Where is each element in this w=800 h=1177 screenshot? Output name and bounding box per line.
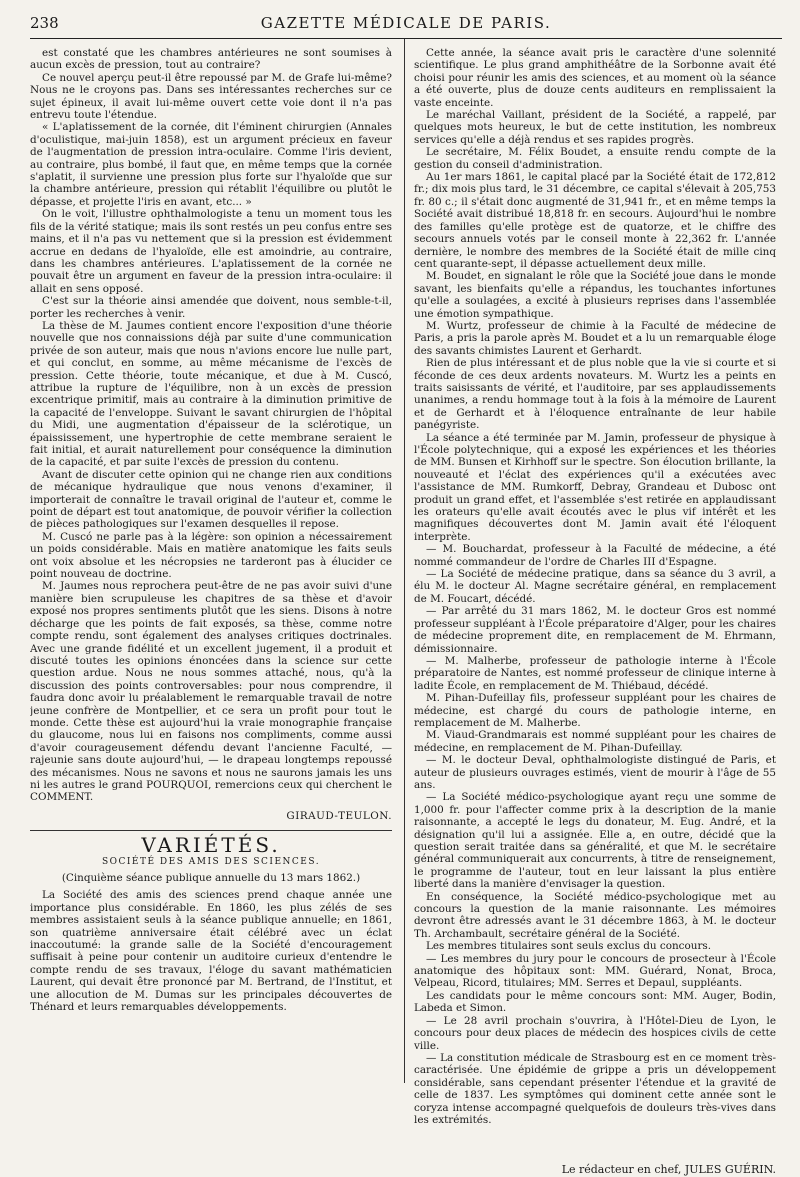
paragraph: La séance a été terminée par M. Jamin, professeur de physique à l'École polytechnique, qui a exposé les expériences et les théories de MM. Bunsen et Kirhhoff sur le spectre. Son élocution brillante, la nouveauté et l'éclat des expériences qu'il a exécutées avec l'assistance de MM. Rumkorff, Debray, Grandeau et Dubosc ont produit un grand effet, et l'assemblée s'est retirée en applaudissant les orateurs qu'elle avait écoutés avec le plus vif intérêt et les magnifiques découvertes dont M. Jamin avait été l'éloquent interprète. bbox=[414, 431, 776, 543]
paragraph: — M. Malherbe, professeur de pathologie interne à l'École préparatoire de Nantes, est nommé professeur de clinique interne à ladite École, en remplacement de M. Thiébaud, décédé. bbox=[414, 654, 776, 692]
paragraph: La Société des amis des sciences prend chaque année une importance plus considérable. En 1860, les plus zélés de ses membres assistaient seuls à la séance publique annuelle; en 1861, son quatrième anniversaire était célébré avec un éclat inaccoutumé: la grande salle de la Société d'encouragement suffisait à peine pour contenir un auditoire curieux d'entendre le compte rendu de ses travaux, l'éloge du savant mathématicien Laurent, qui devait être prononcé par M. Bertrand, de l'Institut, et une allocution de M. Dumas sur les principales découvertes de Thénard et leurs remarquables développements. bbox=[30, 889, 392, 1014]
paragraph: — Les membres du jury pour le concours de prosecteur à l'École anatomique des hôpitaux sont: MM. Guérard, Nonat, Broca, Velpeau, Ricord, titulaires; MM. Serres et Depaul, suppléants. bbox=[414, 952, 776, 990]
paragraph: Le maréchal Vaillant, président de la Société, a rappelé, par quelques mots heureux, le but de cette institution, les nombreux services qu'elle a déjà rendus et ses rapides progrès. bbox=[414, 109, 776, 146]
paragraph: La thèse de M. Jaumes contient encore l'exposition d'une théorie nouvelle que nos connaissions déjà par suite d'une communication privée de son auteur, mais que nous n'avions encore lue nulle part, et qui conclut, en somme, au même mécanisme de l'excès de pression. Cette théorie, toute mécanique, et due à M. Cuscó, attribue la rupture de l'équilibre, non à un excès de pression excentrique primitif, mais au contraire à la diminution primitive de la capacité de l'enveloppe. Suivant le savant chirurgien de l'hôpital du Midi, une augmentation d'épaisseur de la sclérotique, un épaississement, une hypertrophie de cette membrane seraient le fait initial, et aurait naturellement pour conséquence la diminution de la capacité, et par suite l'excès de pression du contenu. bbox=[30, 319, 392, 469]
paragraph: M. Wurtz, professeur de chimie à la Faculté de médecine de Paris, a pris la parole après M. Boudet et a lu un remarquable éloge des savants chimistes Laurent et Gerhardt. bbox=[414, 319, 776, 357]
page-number: 238 bbox=[30, 14, 59, 32]
paragraph: Les membres titulaires sont seuls exclus du concours. bbox=[426, 940, 712, 953]
paragraph: — La constitution médicale de Strasbourg est en ce moment très-caractérisée. Une épidémie de grippe a pris un développement considérable, sans cependant présenter l'étendue et la gravité de celle de 1837. Les symptômes qui dominent cette année sont le coryza intense accompagné quelquefois de douleurs très-vives dans les extrémités. bbox=[414, 1051, 776, 1126]
varietes-body bbox=[30, 889, 392, 1013]
columns bbox=[30, 39, 782, 1177]
journal-title: GAZETTE MÉDICALE DE PARIS. bbox=[260, 14, 552, 32]
paragraph: — M. le docteur Deval, ophthalmologiste distingué de Paris, et auteur de plusieurs ouvrages estimés, vient de mourir à l'âge de 55 ans. bbox=[414, 754, 776, 791]
paragraph: Le secrétaire, M. Félix Boudet, a ensuite rendu compte de la gestion du conseil d'administration. bbox=[414, 146, 776, 171]
paragraph: est constaté que les chambres antérieures ne sont soumises à aucun excès de pression, tout au contraire? bbox=[30, 47, 392, 72]
left-column bbox=[30, 47, 392, 1013]
paragraph: Ce nouvel aperçu peut-il être repoussé par M. de Grafe lui-même? Nous ne le croyons pas. Dans ses intéressantes recherches sur ce sujet épineux, il avait lui-même ouvert cette voie dont il n'a pas entrevu toute l'étendue. bbox=[30, 71, 392, 122]
author-signature: GIRAUD-TEULON. bbox=[286, 809, 392, 822]
paragraph: On le voit, l'illustre ophthalmologiste a tenu un moment tous les fils de la vérité statique; mais ils sont restés un peu confus entre ses mains, et il n'a pas vu nettement que si la pression est évidemment accrue en dedans de l'hyaloïde, elle est amoindrie, au contraire, dans les chambres antérieures. L'aplatissement de la cornée ne pouvait être un argument en faveur de la pression intra-oculaire: il allait en sens opposé. bbox=[30, 208, 392, 295]
paragraph: M. Boudet, en signalant le rôle que la Société joue dans le monde savant, les bienfaits qu'elle a répandus, les touchantes infortunes qu'elle a soulagées, a excité à plusieurs reprises dans l'assemblée une émotion sympathique. bbox=[414, 270, 776, 320]
paragraph: En conséquence, la Société médico-psychologique met au concours la question de la manie raisonnante. Les mémoires devront être adressés avant le 31 décembre 1863, à M. le docteur Th. Archambault, secrétaire général de la Société. bbox=[414, 890, 776, 940]
paragraph: — M. Bouchardat, professeur à la Faculté de médecine, a été nommé commandeur de l'ordre de Charles III d'Espagne. bbox=[414, 543, 776, 568]
page-header bbox=[30, 12, 782, 39]
paragraph: — La Société de médecine pratique, dans sa séance du 3 avril, a élu M. le docteur Al. Magne secrétaire général, en remplacement de M. Foucart, décédé. bbox=[414, 568, 776, 605]
right-column-body bbox=[414, 47, 776, 1126]
seance-line: (Cinquième séance publique annuelle du 13 mars 1862.) bbox=[61, 872, 361, 884]
paragraph: C'est sur la théorie ainsi amendée que doivent, nous semble-t-il, porter les recherches à venir. bbox=[30, 295, 392, 320]
paragraph: M. Cuscó ne parle pas à la légère: son opinion a nécessairement un poids considérable. Mais en matière anatomique les faits seuls ont voix absolue et les nécropsies ne tarderont pas à élucider ce point nouveau de doctrine. bbox=[30, 530, 392, 581]
paragraph: Cette année, la séance avait pris le caractère d'une solennité scientifique. Le plus grand amphithéâtre de la Sorbonne avait été choisi pour réunir les amis des sciences, et au moment où la séance a été ouverte, plus de douze cents auditeurs en remplissaient la vaste enceinte. bbox=[414, 47, 776, 109]
subsection-title: SOCIÉTÉ DES AMIS DES SCIENCES. bbox=[101, 856, 321, 867]
paragraph: — La Société médico-psychologique ayant reçu une somme de 1,000 fr. pour l'affecter comme prix à la description de la manie raisonnante, a accepté le legs du donateur, M. Eug. André, et la désignation qu'il lui a assignée. Elle a, en outre, décidé que la question serait traitée dans sa généralité, et que M. le secrétaire général communiquerait aux concurrents, à titre de renseignement, le programme de l'auteur, tout en leur laissant la plus entière liberté dans la manière d'envisager la question. bbox=[414, 791, 776, 891]
right-column bbox=[414, 47, 776, 1177]
column-divider bbox=[404, 39, 405, 1083]
left-article-body bbox=[30, 47, 392, 804]
paragraph: — Le 28 avril prochain s'ouvrira, à l'Hôtel-Dieu de Lyon, le concours pour deux places de médecin des hospices civils de cette ville. bbox=[414, 1014, 776, 1052]
paragraph: « L'aplatissement de la cornée, dit l'éminent chirurgien (Annales d'oculistique, mai-juin 1858), est un argument précieux en faveur de l'augmentation de pression intra-oculaire. Comme l'iris devient, au contraire, plus bombé, il faut que, en même temps que la cornée s'aplatit, il survienne une pression plus forte sur l'hyaloïde que sur la chambre antérieure, pression qui rétablit l'équilibre ou plutôt le dépasse, et projette l'iris en avant, etc... » bbox=[30, 121, 392, 208]
paragraph: M. Viaud-Grandmarais est nommé suppléant pour les chaires de médecine, en remplacement de M. Pihan-Dufeillay. bbox=[414, 729, 776, 754]
paragraph: Les candidats pour le même concours sont: MM. Auger, Bodin, Labeda et Simon. bbox=[414, 989, 776, 1015]
paragraph: Avant de discuter cette opinion qui ne change rien aux conditions de mécanique hydraulique que nous venons d'examiner, il importerait de connaître le travail original de l'auteur et, comme le point de départ est tout anatomique, de pouvoir vérifier la collection de pièces pathologiques sur l'examen desquelles il repose. bbox=[30, 468, 392, 531]
paragraph: Au 1er mars 1861, le capital placé par la Société était de 172,812 fr.; dix mois plus tard, le 31 décembre, ce capital s'élevait à 205,753 fr. 80 c.; il s'était donc augmenté de 31,941 fr., et en même temps la Société avait distribué 18,818 fr. en secours. Aujourd'hui le nombre des familles qu'elle protège est de quatorze, et le chiffre des secours annuels votés par le conseil monte à 22,362 fr. L'année dernière, le nombre des membres de la Société était de mille cinq cent quarante-sept, il dépasse actuellement deux mille. bbox=[414, 171, 776, 270]
paragraph: M. Pihan-Dufeillay fils, professeur suppléant pour les chaires de médecine, est chargé du cours de pathologie interne, en remplacement de M. Malherbe. bbox=[414, 692, 776, 729]
paragraph: — Par arrêté du 31 mars 1862, M. le docteur Gros est nommé professeur suppléant à l'École préparatoire d'Alger, pour les chaires de médecine proprement dite, en remplacement de M. Ehrmann, démissionnaire. bbox=[414, 605, 776, 655]
paragraph: Rien de plus intéressant et de plus noble que la vie si courte et si féconde de ces deux ardents novateurs. M. Wurtz les a peints en traits saisissants de vérité, et l'auditoire, par ses applaudissements unanimes, a rendu hommage tout à la fois à la mémoire de Laurent et de Gerhardt et à l'éloquence entraînante de leur habile panégyriste. bbox=[414, 357, 776, 432]
section-title: VARIÉTÉS. bbox=[30, 830, 392, 851]
editor-signature: Le rédacteur en chef, JULES GUÉRIN. bbox=[561, 1163, 776, 1177]
paragraph: M. Jaumes nous reprochera peut-être de ne pas avoir suivi d'une manière bien scrupuleuse les chapitres de sa thèse et d'avoir exposé nos propres sentiments plutôt que les siens. Disons à notre décharge que les points de fait exposés, sa thèse, comme notre compte rendu, sont également des analyses critiques doctrinales. Avec une grande fidélité et un excellent jugement, il a produit et discuté toutes les opinions énoncées dans la science sur cette question ardue. Nous ne nous sommes attaché, nous, qu'à la discussion des points controversables: pour nous comprendre, il faudra donc avoir lu préalablement le remarquable travail de notre jeune confrère de Montpellier, et ce sera un profit pour tout le monde. Cette thèse est aujourd'hui la vraie monographie française du glaucome, nous lui en faisons nos compliments, comme aussi d'avoir courageusement défendu devant l'ancienne Faculté, — rajeunie sans doute aujourd'hui, — le drapeau longtemps repoussé des mécanismes. Nous ne savons et nous ne saurons jamais les uns ni les autres le grand POURQUOI, remercions ceux qui cherchent le COMMENT. bbox=[30, 580, 392, 804]
